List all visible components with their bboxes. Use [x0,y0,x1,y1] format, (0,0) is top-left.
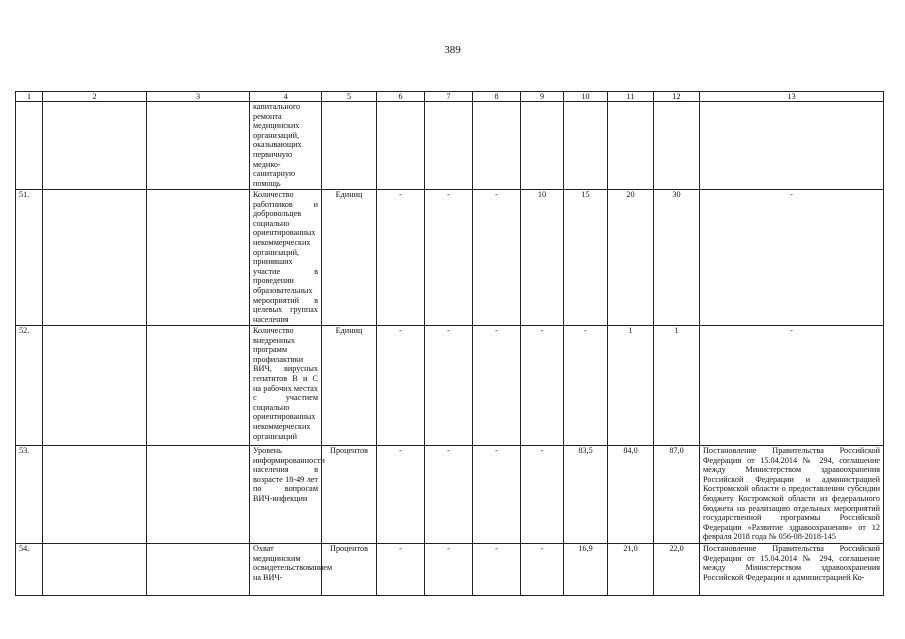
column-header: 9 [521,92,564,102]
table-row [16,326,884,446]
value-cell: 1 [654,326,700,446]
indicator-name: капитального ремонта медицинских организаций, оказывающих первичную медико-санитарную помощь [250,102,322,190]
value-cell: - [377,326,425,446]
row-number: 54. [16,544,43,596]
value-cell: - [473,326,521,446]
value-cell: 10 [521,190,564,326]
table-row [16,446,884,544]
value-cell: 1 [608,326,654,446]
table-row [16,190,884,326]
row-number: 51. [16,190,43,326]
unit-cell: Процентов [322,446,377,544]
table-row [16,102,884,190]
unit-cell: Единиц [322,190,377,326]
value-cell: - [521,326,564,446]
value-cell: - [473,544,521,596]
legal-basis-cell: Постановление Правительства Российской Федерации от 15.04.2014 № 294, соглашение между Министерством здравоохранения Российской Федерации и администрацией Ко- [700,544,884,596]
value-cell [473,102,521,190]
column-header: 8 [473,92,521,102]
value-cell: - [425,544,473,596]
legal-basis-cell [700,102,884,190]
value-cell: - [521,446,564,544]
column-header: 1 [16,92,43,102]
value-cell: 15 [564,190,608,326]
value-cell: - [425,326,473,446]
value-cell: 30 [654,190,700,326]
legal-basis-cell: - [700,190,884,326]
unit-cell: Процентов [322,544,377,596]
empty-cell [43,326,147,446]
value-cell: - [377,190,425,326]
indicator-name: Количество работников и добровольцев социально ориентированных некоммерческих организаций, принявших участие в проведении образовательных мероприятий в целевых группах населения [250,190,322,326]
value-cell: - [377,446,425,544]
value-cell: 84,0 [608,446,654,544]
value-cell: - [564,326,608,446]
value-cell: 22,0 [654,544,700,596]
value-cell: - [425,190,473,326]
column-number-row [16,92,884,102]
empty-cell [147,544,250,596]
empty-cell [43,102,147,190]
value-cell: - [521,544,564,596]
empty-cell [147,190,250,326]
value-cell [377,102,425,190]
column-header: 5 [322,92,377,102]
empty-cell [43,446,147,544]
column-header: 4 [250,92,322,102]
column-header: 3 [147,92,250,102]
value-cell [564,102,608,190]
value-cell: - [377,544,425,596]
value-cell: 16,9 [564,544,608,596]
value-cell: 83,5 [564,446,608,544]
value-cell: 87,0 [654,446,700,544]
legal-basis-cell: - [700,326,884,446]
empty-cell [147,102,250,190]
empty-cell [43,544,147,596]
empty-cell [147,326,250,446]
indicator-name: Уровень информированности населения в возрасте 18-49 лет по вопросам ВИЧ-инфекции [250,446,322,544]
value-cell [521,102,564,190]
row-number: 52. [16,326,43,446]
value-cell: - [425,446,473,544]
value-cell [654,102,700,190]
column-header: 12 [654,92,700,102]
indicator-name: Охват медицинским освидетельствованием на ВИЧ- [250,544,322,596]
row-number: 53. [16,446,43,544]
column-header: 7 [425,92,473,102]
value-cell [608,102,654,190]
value-cell: - [473,446,521,544]
column-header: 10 [564,92,608,102]
unit-cell [322,102,377,190]
indicator-name: Количество внедренных программ профилактики ВИЧ, вирусных гепатитов В и С на рабочих местах с участием социально ориентированных некоммерческих организаций [250,326,322,446]
column-header: 6 [377,92,425,102]
value-cell: 20 [608,190,654,326]
column-header: 2 [43,92,147,102]
legal-basis-cell: Постановление Правительства Российской Федерации от 15.04.2014 № 294, соглашение между Министерством здравоохранения Российской Федерации и администрацией Костромской области о предоставлении субсидии бюджету Костромской области из федерального бюджета на реализацию отдельных мероприятий государственной программы Российской Федерации «Развитие здравоохранения» от 12 февраля 2018 года № 056-08-2018-145 [700,446,884,544]
unit-cell: Единиц [322,326,377,446]
column-header: 13 [700,92,884,102]
page-number: 389 [444,44,461,56]
row-number [16,102,43,190]
indicators-table [15,91,884,596]
value-cell [425,102,473,190]
table-row [16,544,884,596]
value-cell: 21,0 [608,544,654,596]
value-cell: - [473,190,521,326]
column-header: 11 [608,92,654,102]
empty-cell [43,190,147,326]
empty-cell [147,446,250,544]
